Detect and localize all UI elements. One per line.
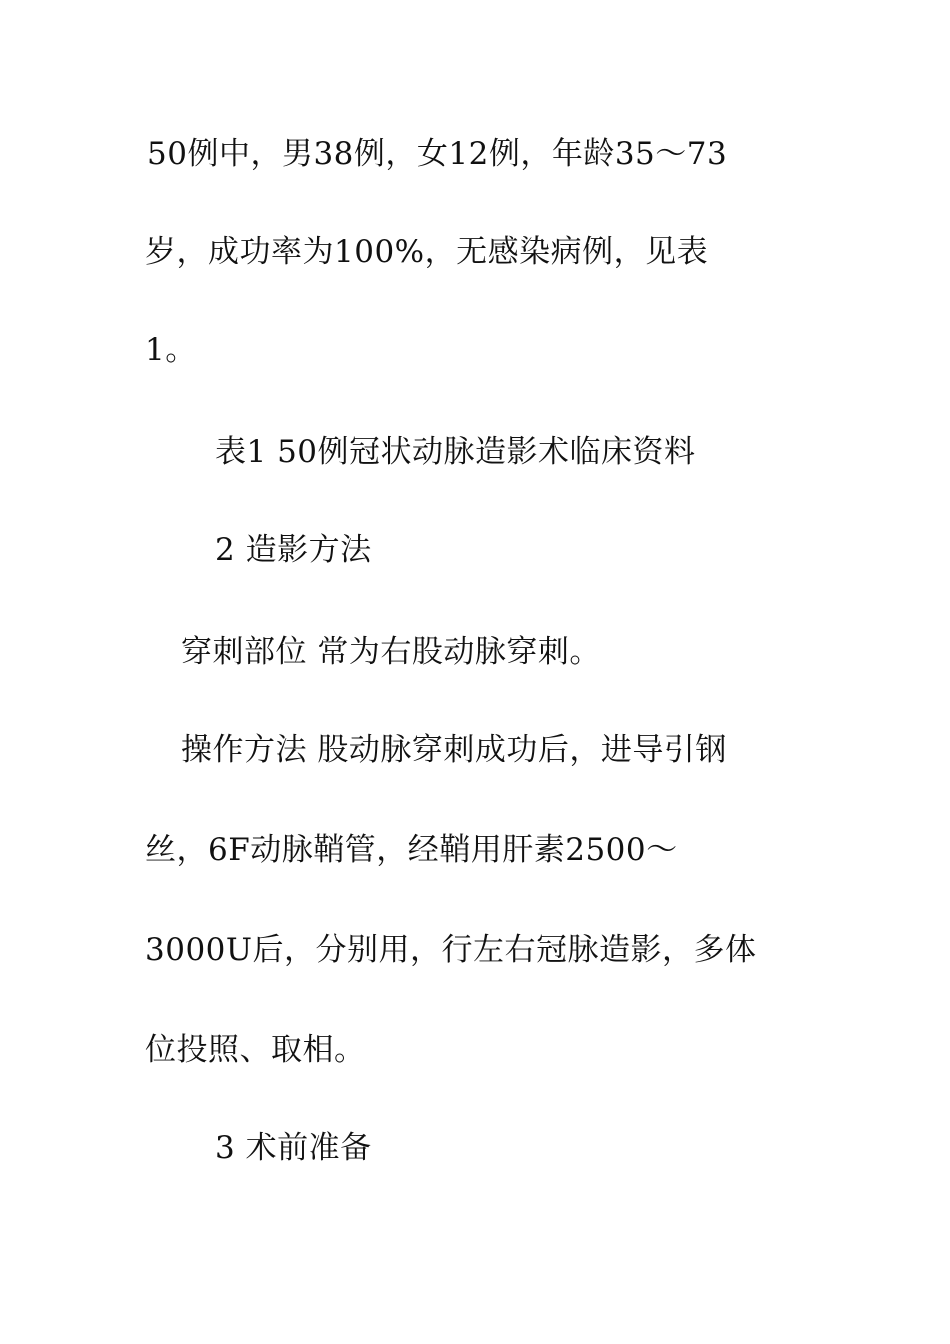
section-heading: 2 造影方法 [215, 532, 372, 568]
paragraph-line: 3000U后，分别用，行左右冠脉造影，多体 [145, 932, 757, 968]
paragraph-line: 穿刺部位 常为右股动脉穿刺。 [181, 634, 601, 670]
table-caption: 表1 50例冠状动脉造影术临床资料 [215, 434, 696, 470]
paragraph-line: 丝，6F动脉鞘管，经鞘用肝素2500～ [145, 832, 678, 868]
paragraph-line: 操作方法 股动脉穿刺成功后，进导引钢 [181, 732, 727, 768]
paragraph-line: 50例中，男38例，女12例，年龄35～73 [147, 136, 728, 172]
section-heading: 3 术前准备 [215, 1130, 372, 1166]
paragraph-line: 1。 [145, 332, 197, 368]
paragraph-line: 岁，成功率为100%，无感染病例，见表 [145, 234, 709, 270]
paragraph-line: 位投照、取相。 [145, 1032, 366, 1068]
